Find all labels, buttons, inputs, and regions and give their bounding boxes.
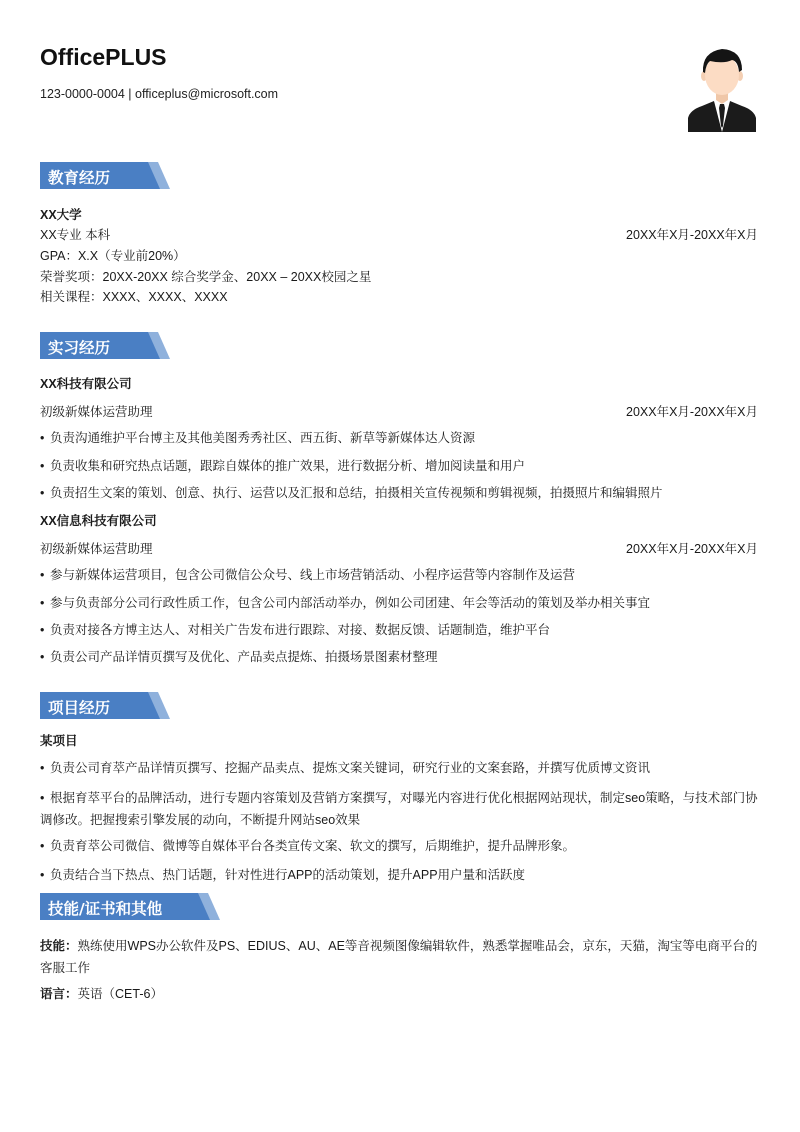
bullet-icon: •	[40, 650, 45, 664]
company-name: XX科技有限公司	[40, 377, 132, 391]
section-title: 实习经历	[48, 339, 111, 357]
skills-value: 熟练使用WPS办公软件及PS、EDIUS、AU、AE等音视频图像编辑软件，熟悉掌握唯品会，京东，天猫，淘宝等电商平台的客服工作	[40, 939, 758, 975]
language-value: 英语（CET-6）	[77, 987, 163, 1001]
gpa: GPA：X.X（专业前20%）	[40, 249, 186, 263]
section-header-skills	[40, 893, 220, 920]
school-name: XX大学	[40, 208, 82, 222]
list-item: • 参与新媒体运营项目，包含公司微信公众号、线上市场营销活动、小程序运营等内容制作及运营	[40, 564, 758, 586]
bullet-icon: •	[40, 839, 45, 853]
list-item: • 负责沟通维护平台博主及其他美图秀秀社区、西五街、新草等新媒体达人资源	[40, 427, 758, 449]
list-item: • 负责结合当下热点、热门话题，针对性进行APP的活动策划，提升APP用户量和活跃度	[40, 864, 758, 886]
section-title: 技能/证书和其他	[48, 900, 163, 918]
bullet-icon: •	[40, 431, 45, 445]
bullet-icon: •	[40, 596, 45, 610]
list-item: • 负责对接各方博主达人、对相关广告发布进行跟踪、对接、数据反馈、话题制造，维护平台	[40, 619, 758, 641]
major: XX专业 本科	[40, 228, 111, 242]
section-title: 教育经历	[48, 169, 111, 187]
language-text	[40, 983, 760, 1005]
honors: 荣誉奖项：20XX-20XX 综合奖学金、20XX – 20XX校园之星	[40, 270, 372, 284]
bullet-icon: •	[40, 791, 45, 805]
section-title: 项目经历	[48, 699, 111, 717]
job-date: 20XX年X月-20XX年X月	[626, 542, 758, 556]
language-label: 语言：	[40, 987, 78, 1001]
list-item: • 负责育萃公司微信、微博等自媒体平台各类宣传文案、软文的撰写，后期维护，提升品牌形象。	[40, 835, 758, 857]
bullet-icon: •	[40, 761, 45, 775]
bullet-icon: •	[40, 486, 45, 500]
section-header-internship	[40, 332, 220, 359]
contact-info: 123-0000-0004 | officeplus@microsoft.com	[40, 87, 279, 101]
bullet-icon: •	[40, 868, 45, 882]
list-item: • 负责收集和研究热点话题，跟踪自媒体的推广效果，进行数据分析、增加阅读量和用户	[40, 455, 758, 477]
list-item: • 负责公司育萃产品详情页撰写、挖掘产品卖点、提炼文案关键词，研究行业的文案套路，并撰写优质博文资讯	[40, 757, 758, 779]
section-header-project	[40, 692, 220, 719]
job-date: 20XX年X月-20XX年X月	[626, 405, 758, 419]
bullet-icon: •	[40, 623, 45, 637]
job-role: 初级新媒体运营助理	[40, 405, 153, 419]
education-date: 20XX年X月-20XX年X月	[626, 228, 758, 242]
section-header-education	[40, 162, 220, 189]
skills-label: 技能：	[40, 939, 78, 953]
list-item: • 根据育萃平台的品牌活动，进行专题内容策划及营销方案撰写，对曝光内容进行优化根据网站现状，制定seo策略，与技术部门协调修改。把握搜索引擎发展的动向，不断提升网站seo效果	[40, 787, 758, 831]
bullet-icon: •	[40, 568, 45, 582]
candidate-name: OfficePLUS	[40, 44, 167, 70]
skills-text	[40, 935, 760, 979]
list-item: • 参与负责部分公司行政性质工作，包含公司内部活动举办，例如公司团建、年会等活动的策划及举办相关事宜	[40, 592, 758, 614]
list-item: • 负责公司产品详情页撰写及优化、产品卖点提炼、拍摄场景图素材整理	[40, 646, 758, 668]
avatar	[688, 46, 756, 132]
bullet-icon: •	[40, 459, 45, 473]
list-item: • 负责招生文案的策划、创意、执行、运营以及汇报和总结，拍摄相关宣传视频和剪辑视频，拍摄照片和编辑照片	[40, 482, 758, 504]
company-name: XX信息科技有限公司	[40, 514, 157, 528]
project-name: 某项目	[40, 734, 78, 748]
courses: 相关课程：XXXX、XXXX、XXXX	[40, 290, 228, 304]
job-role: 初级新媒体运营助理	[40, 542, 153, 556]
